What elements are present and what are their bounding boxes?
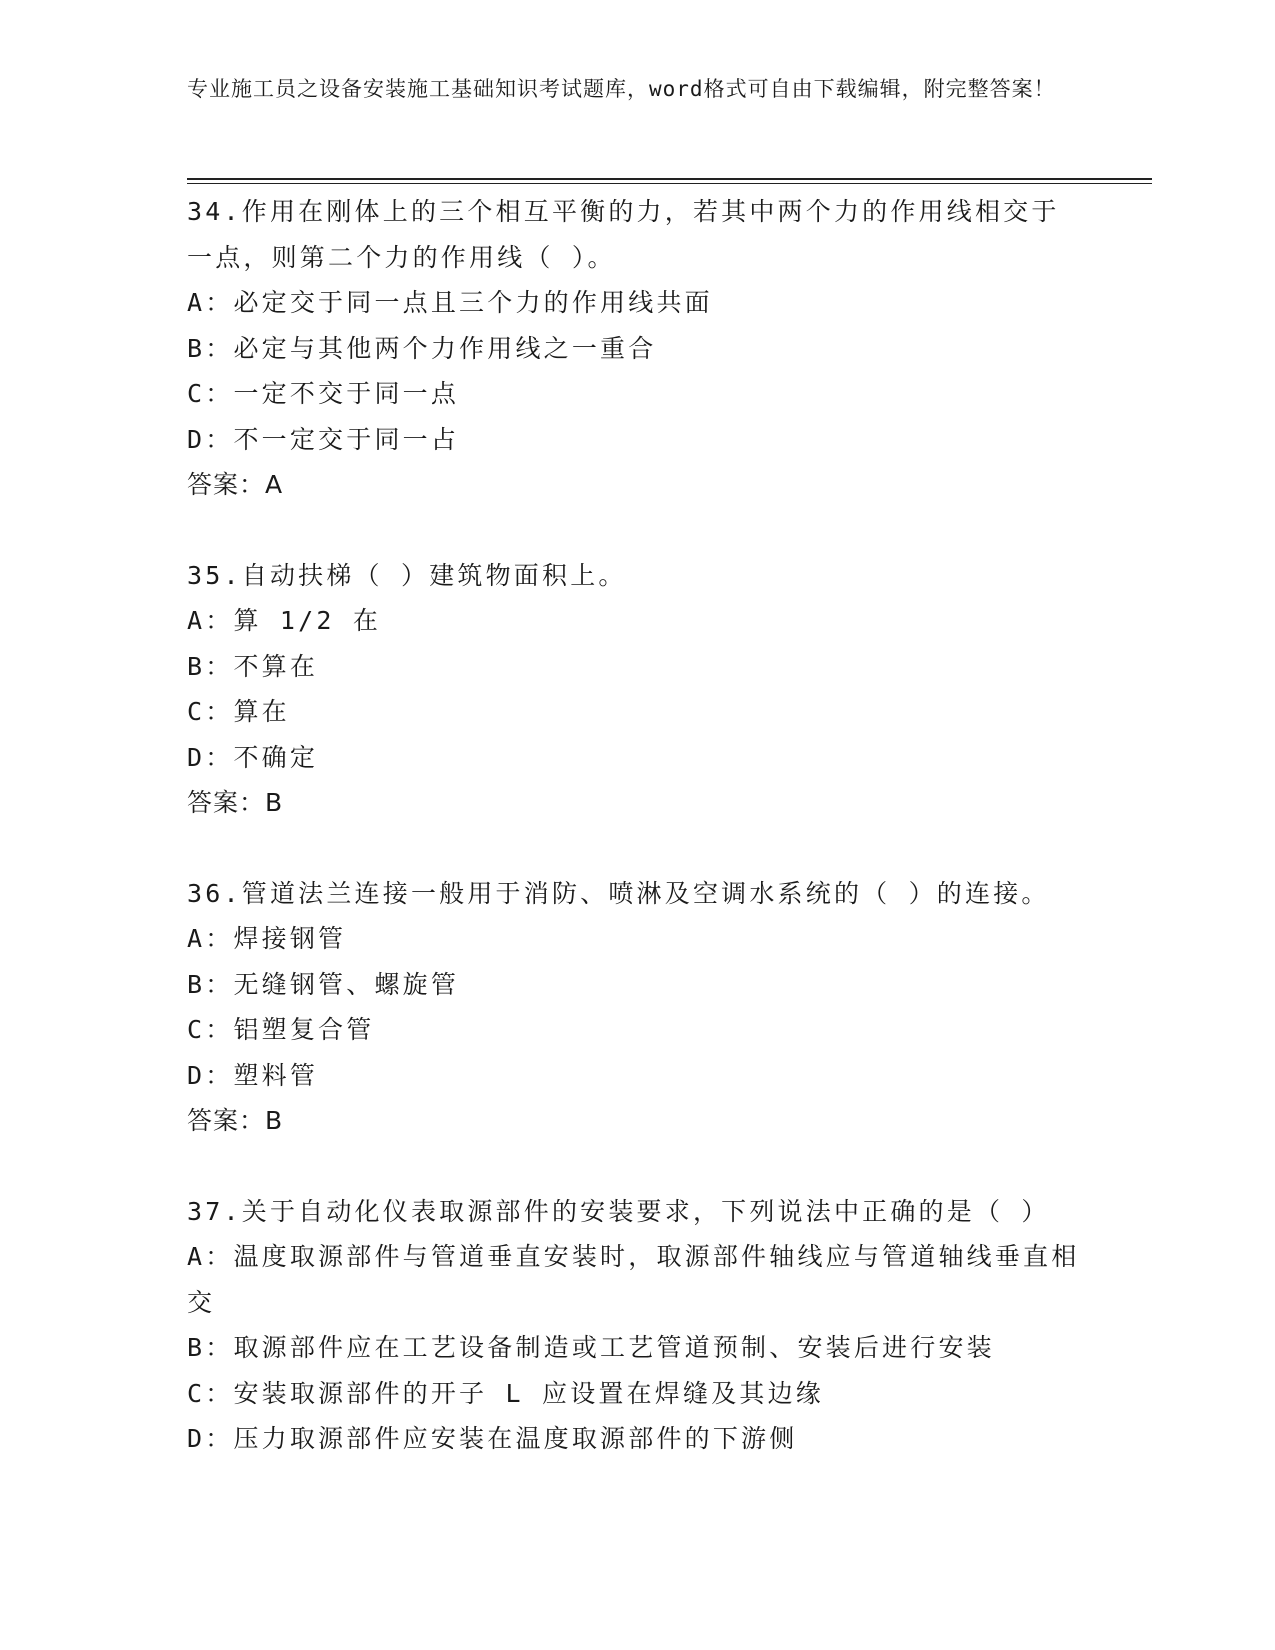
option-b: B：无缝钢管、螺旋管 bbox=[187, 969, 460, 999]
option-d: D：不一定交于同一占 bbox=[187, 424, 460, 454]
option-d: D：压力取源部件应安装在温度取源部件的下游侧 bbox=[187, 1424, 798, 1453]
option-d: D：塑料管 bbox=[187, 1060, 319, 1090]
option-b: B：不算在 bbox=[187, 651, 319, 681]
question-35 bbox=[187, 553, 1087, 826]
question-34 bbox=[187, 189, 1087, 508]
header-divider-thick bbox=[187, 178, 1152, 180]
question-list bbox=[187, 189, 1087, 1507]
question-36 bbox=[187, 871, 1087, 1144]
question-37 bbox=[187, 1189, 1087, 1462]
header-divider-thin bbox=[187, 183, 1152, 184]
question-stem: 35.自动扶梯（ ）建筑物面积上。 bbox=[187, 560, 627, 590]
question-stem: 34.作用在刚体上的三个相互平衡的力，若其中两个力的作用线相交于一点，则第二个力的作用线（ ）。 bbox=[187, 197, 1060, 272]
answer: 答案：A bbox=[187, 470, 284, 499]
option-c: C：一定不交于同一点 bbox=[187, 379, 460, 408]
option-d: D：不确定 bbox=[187, 742, 319, 772]
question-stem: 37.关于自动化仪表取源部件的安装要求，下列说法中正确的是（ ） bbox=[187, 1196, 1050, 1226]
option-b: B：取源部件应在工艺设备制造或工艺管道预制、安装后进行安装 bbox=[187, 1333, 995, 1362]
option-c: C：算在 bbox=[187, 697, 290, 726]
option-a: A：必定交于同一点且三个力的作用线共面 bbox=[187, 288, 713, 317]
option-a: A：温度取源部件与管道垂直安装时，取源部件轴线应与管道轴线垂直相交 bbox=[187, 1242, 1080, 1317]
option-b: B：必定与其他两个力作用线之一重合 bbox=[187, 333, 657, 363]
answer: 答案：B bbox=[187, 788, 284, 817]
question-stem: 36.管道法兰连接一般用于消防、喷淋及空调水系统的（ ）的连接。 bbox=[187, 878, 1050, 908]
option-c: C：安装取源部件的开子 L 应设置在焊缝及其边缘 bbox=[187, 1378, 825, 1408]
option-a: A：算 1/2 在 bbox=[187, 606, 382, 635]
option-c: C：铝塑复合管 bbox=[187, 1015, 375, 1044]
option-a: A：焊接钢管 bbox=[187, 924, 347, 953]
answer: 答案：B bbox=[187, 1106, 284, 1135]
document-header: 专业施工员之设备安装施工基础知识考试题库，word格式可自由下载编辑，附完整答案！ bbox=[187, 77, 1056, 101]
